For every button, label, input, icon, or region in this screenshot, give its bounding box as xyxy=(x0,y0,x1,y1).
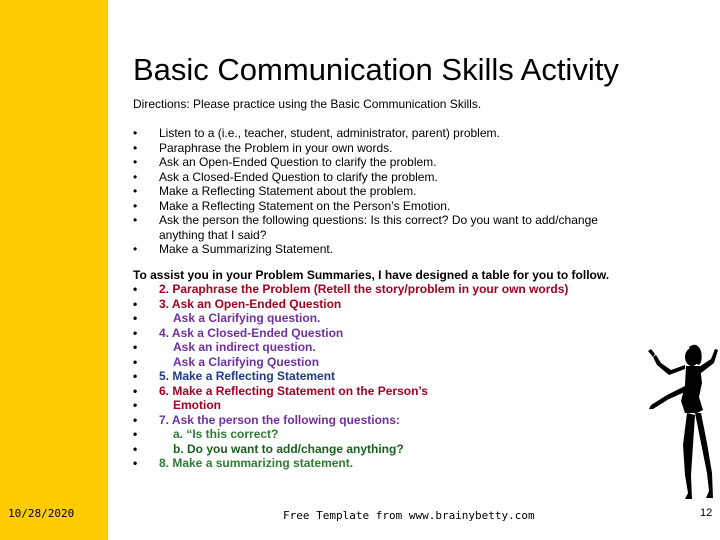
list-item: • 2. Paraphrase the Problem (Retell the story/problem in your own words) xyxy=(133,282,568,297)
list-item: • 7. Ask the person the following questions: xyxy=(133,413,568,428)
list-item: • Listen to a (i.e., teacher, student, administrator, parent) problem. xyxy=(133,126,598,141)
list-item: • Ask a Closed-Ended Question to clarify the problem. xyxy=(133,170,598,185)
list-item: • Make a Reflecting Statement about the problem. xyxy=(133,184,598,199)
list-item: • b. Do you want to add/change anything? xyxy=(133,442,568,457)
yellow-sidebar xyxy=(0,0,108,540)
list-item: • 6. Make a Reflecting Statement on the Person’s xyxy=(133,384,568,399)
directions-text: Directions: Please practice using the Basic Communication Skills. xyxy=(133,97,482,111)
list-item: • 5. Make a Reflecting Statement xyxy=(133,369,568,384)
slide-title: Basic Communication Skills Activity xyxy=(133,52,619,87)
list-item: • 4. Ask a Closed-Ended Question xyxy=(133,326,568,341)
list-item: • 3. Ask an Open-Ended Question xyxy=(133,297,568,312)
list-item: • Make a Summarizing Statement. xyxy=(133,242,598,257)
list-item: • Ask the person the following questions: Is this correct? Do you want to add/change anything that I said? xyxy=(133,213,598,242)
summary-list xyxy=(133,282,568,471)
footer-text: Free Template from www.brainybetty.com xyxy=(283,509,535,522)
list-item: • 8. Make a summarizing statement. xyxy=(133,456,568,471)
list-item: • Emotion xyxy=(133,398,568,413)
list-item: • Make a Reflecting Statement on the Person’s Emotion. xyxy=(133,199,598,214)
list-item: • Ask a Clarifying Question xyxy=(133,355,568,370)
list-item: • Ask an indirect question. xyxy=(133,340,568,355)
steps-list xyxy=(133,126,598,257)
woman-silhouette-icon xyxy=(645,335,720,500)
slide-date: 10/28/2020 xyxy=(8,507,75,520)
list-item: • a. “Is this correct? xyxy=(133,427,568,442)
table-intro-text: To assist you in your Problem Summaries, I have designed a table for you to follow. xyxy=(133,268,610,282)
page-number: 12 xyxy=(700,507,713,519)
list-item: • Ask an Open-Ended Question to clarify the problem. xyxy=(133,155,598,170)
list-item: • Ask a Clarifying question. xyxy=(133,311,568,326)
list-item: • Paraphrase the Problem in your own words. xyxy=(133,141,598,156)
